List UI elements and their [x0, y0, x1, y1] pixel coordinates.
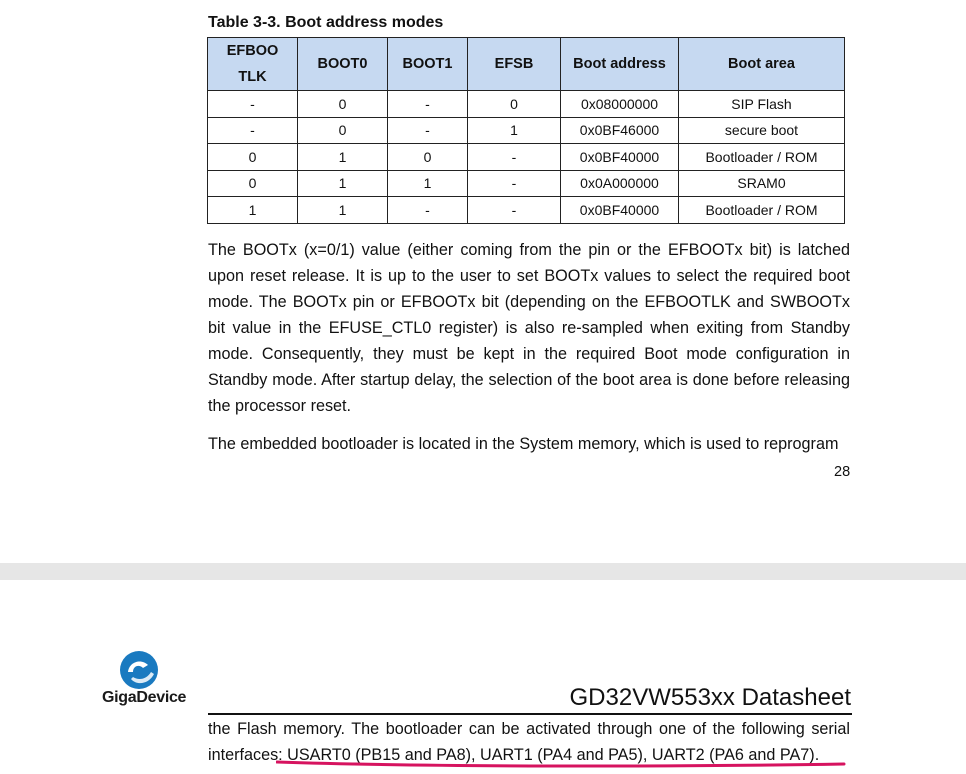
table-cell: 0: [208, 144, 298, 171]
table-cell: secure boot: [679, 117, 845, 144]
document-title: GD32VW553xx Datasheet: [569, 684, 851, 711]
header-boot1: BOOT1: [388, 38, 468, 91]
table-row: [208, 117, 845, 144]
table-header-row: [208, 38, 845, 91]
table-cell: 0x0A000000: [561, 170, 679, 197]
company-name: GigaDevice: [102, 689, 187, 706]
annotation-underline: [276, 759, 846, 768]
table-cell: -: [388, 91, 468, 118]
table-cell: -: [468, 170, 561, 197]
table-row: [208, 144, 845, 171]
table-cell: -: [388, 197, 468, 224]
table-cell: 0: [208, 170, 298, 197]
table-cell: -: [208, 91, 298, 118]
table-cell: 0: [468, 91, 561, 118]
page-number: 28: [834, 464, 851, 480]
table-cell: -: [468, 144, 561, 171]
bootloader-continuation-paragraph: the Flash memory. The bootloader can be activated through one of the following serial interfaces: USART0 (PB15 and PA8), UART1 (PA4 and PA5), UART2 (PA6 and PA7).: [208, 720, 850, 764]
table-cell: 1: [468, 117, 561, 144]
table-cell: 1: [388, 170, 468, 197]
table-row: [208, 170, 845, 197]
table-cell: Bootloader / ROM: [679, 144, 845, 171]
header-boot-area: Boot area: [679, 38, 845, 91]
boot-latch-paragraph: The BOOTx (x=0/1) value (either coming from the pin or the EFBOOTx bit) is latched upon reset release. It is up to the user to set BOOTx values to select the required boot mode. The BOOTx pin or EFBOOTx bit (depending on the EFBOOTLK and SWBOOTx bit value in the EFUSE_CTL0 register) is also re-sampled when exiting from Standby mode. Consequently, they must be kept in the required Boot mode configuration in Standby mode. After startup delay, the selection of the boot area is done before releasing the processor reset.: [208, 241, 850, 415]
table-cell: 0: [388, 144, 468, 171]
table-cell: 1: [298, 197, 388, 224]
table-cell: SIP Flash: [679, 91, 845, 118]
table-cell: 1: [298, 144, 388, 171]
page-separator: [0, 563, 966, 580]
bootloader-intro-paragraph: The embedded bootloader is located in the System memory, which is used to reprogram: [208, 435, 839, 453]
table-cell: 0: [298, 117, 388, 144]
table-title: Table 3-3. Boot address modes: [208, 14, 444, 31]
table-cell: -: [468, 197, 561, 224]
table-cell: 0x0BF46000: [561, 117, 679, 144]
header-efsb: EFSB: [468, 38, 561, 91]
table-cell: 0x0BF40000: [561, 197, 679, 224]
table-cell: SRAM0: [679, 170, 845, 197]
table-cell: -: [208, 117, 298, 144]
table-row: [208, 197, 845, 224]
table-cell: 0: [298, 91, 388, 118]
table-row: [208, 91, 845, 118]
table-cell: 0x08000000: [561, 91, 679, 118]
table-cell: 1: [298, 170, 388, 197]
header-efbootlk: EFBOO TLK: [208, 38, 298, 91]
header-rule: [208, 713, 852, 715]
table-cell: 1: [208, 197, 298, 224]
header-boot0: BOOT0: [298, 38, 388, 91]
gigadevice-logo-icon: [119, 650, 159, 690]
boot-address-table: [207, 37, 845, 224]
table-cell: Bootloader / ROM: [679, 197, 845, 224]
table-cell: -: [388, 117, 468, 144]
table-cell: 0x0BF40000: [561, 144, 679, 171]
header-boot-address: Boot address: [561, 38, 679, 91]
